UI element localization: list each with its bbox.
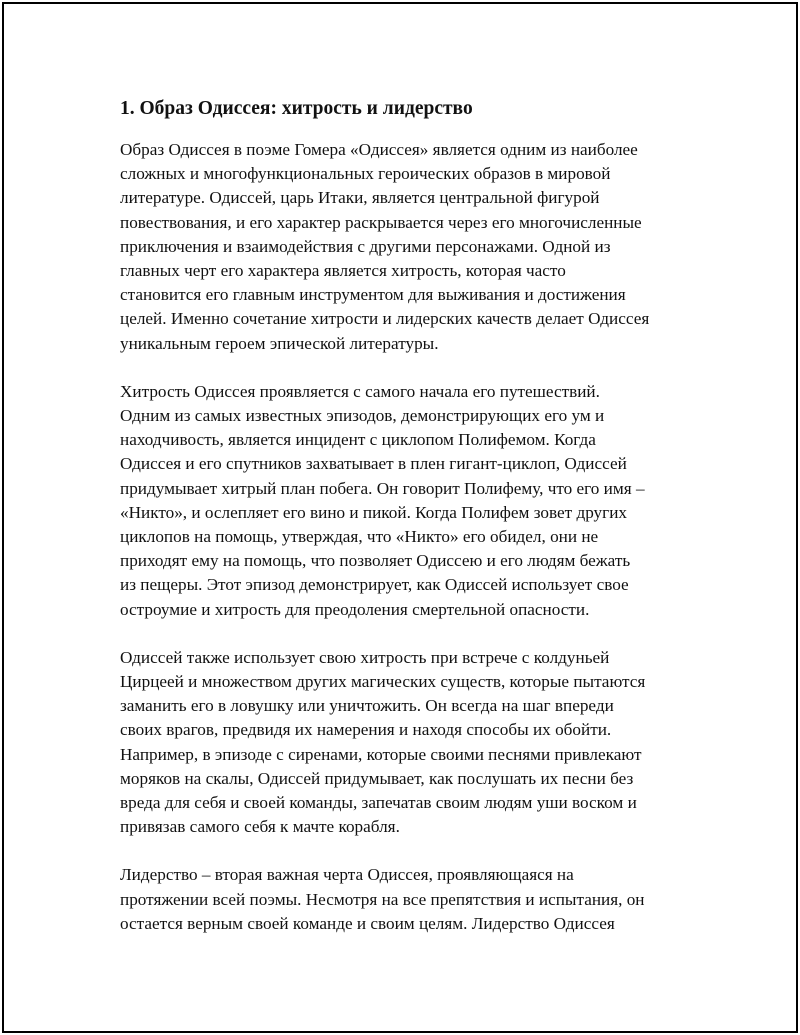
text-line: целей. Именно сочетание хитрости и лидерских качеств делает Одиссея bbox=[120, 309, 650, 329]
text-line: приключения и взаимодействия с другими персонажами. Одной из bbox=[120, 236, 611, 256]
paragraph-1 bbox=[120, 138, 710, 356]
text-line: становится его главным инструментом для выживания и достижения bbox=[120, 285, 626, 305]
text-line: протяжении всей поэмы. Несмотря на все препятствия и испытания, он bbox=[120, 889, 645, 909]
text-line: остается верным своей команде и своим целям. Лидерство Одиссея bbox=[120, 913, 615, 933]
text-line: сложных и многофункциональных героических образов в мировой bbox=[120, 164, 611, 184]
text-line: моряков на скалы, Одиссей придумывает, как послушать их песни без bbox=[120, 768, 634, 788]
text-line: Например, в эпизоде с сиренами, которые своими песнями привлекают bbox=[120, 744, 642, 764]
text-line: уникальным героем эпической литературы. bbox=[120, 333, 439, 353]
text-line: остроумие и хитрость для преодоления смертельной опасности. bbox=[120, 599, 590, 619]
document-body bbox=[120, 96, 710, 960]
text-line: Образ Одиссея в поэме Гомера «Одиссея» является одним из наиболее bbox=[120, 140, 638, 159]
text-line: Лидерство – вторая важная черта Одиссея, проявляющаяся на bbox=[120, 865, 574, 885]
text-line: Хитрость Одиссея проявляется с самого начала его путешествий. bbox=[120, 381, 600, 401]
text-line: своих врагов, предвидя их намерения и находя способы их обойти. bbox=[120, 720, 612, 740]
text-line: «Никто», и ослепляет его вино и пикой. Когда Полифем зовет других bbox=[120, 502, 627, 522]
text-line: придумывает хитрый план побега. Он говорит Полифему, что его имя – bbox=[120, 478, 645, 498]
text-line: заманить его в ловушку или уничтожить. Он всегда на шаг впереди bbox=[120, 696, 614, 716]
text-line: Одиссея и его спутников захватывает в плен гигант-циклоп, Одиссей bbox=[120, 454, 627, 474]
text-line: привязав самого себя к мачте корабля. bbox=[120, 817, 400, 837]
page-frame bbox=[2, 2, 798, 1033]
text-line: литературе. Одиссей, царь Итаки, является центральной фигурой bbox=[120, 188, 600, 208]
paragraph-4 bbox=[120, 863, 710, 936]
text-line: вреда для себя и своей команды, запечатав своим людям уши воском и bbox=[120, 793, 637, 813]
text-line: Одним из самых известных эпизодов, демонстрирующих его ум и bbox=[120, 406, 605, 426]
text-line: находчивость, является инцидент с циклопом Полифемом. Когда bbox=[120, 430, 596, 450]
paragraph-2 bbox=[120, 380, 710, 622]
section-heading: 1. Образ Одиссея: хитрость и лидерство bbox=[120, 98, 473, 119]
text-line: Цирцеей и множеством других магических существ, которые пытаются bbox=[120, 672, 646, 692]
text-line: главных черт его характера является хитрость, которая часто bbox=[120, 261, 566, 281]
text-line: циклопов на помощь, утверждая, что «Никто» его обидел, они не bbox=[120, 527, 599, 547]
text-line: приходят ему на помощь, что позволяет Одиссею и его людям бежать bbox=[120, 551, 631, 571]
text-line: Одиссей также использует свою хитрость при встрече с колдуньей bbox=[120, 647, 610, 667]
paragraph-3 bbox=[120, 646, 710, 840]
text-line: из пещеры. Этот эпизод демонстрирует, как Одиссей использует свое bbox=[120, 575, 629, 595]
text-line: повествования, и его характер раскрывается через его многочисленные bbox=[120, 212, 642, 232]
